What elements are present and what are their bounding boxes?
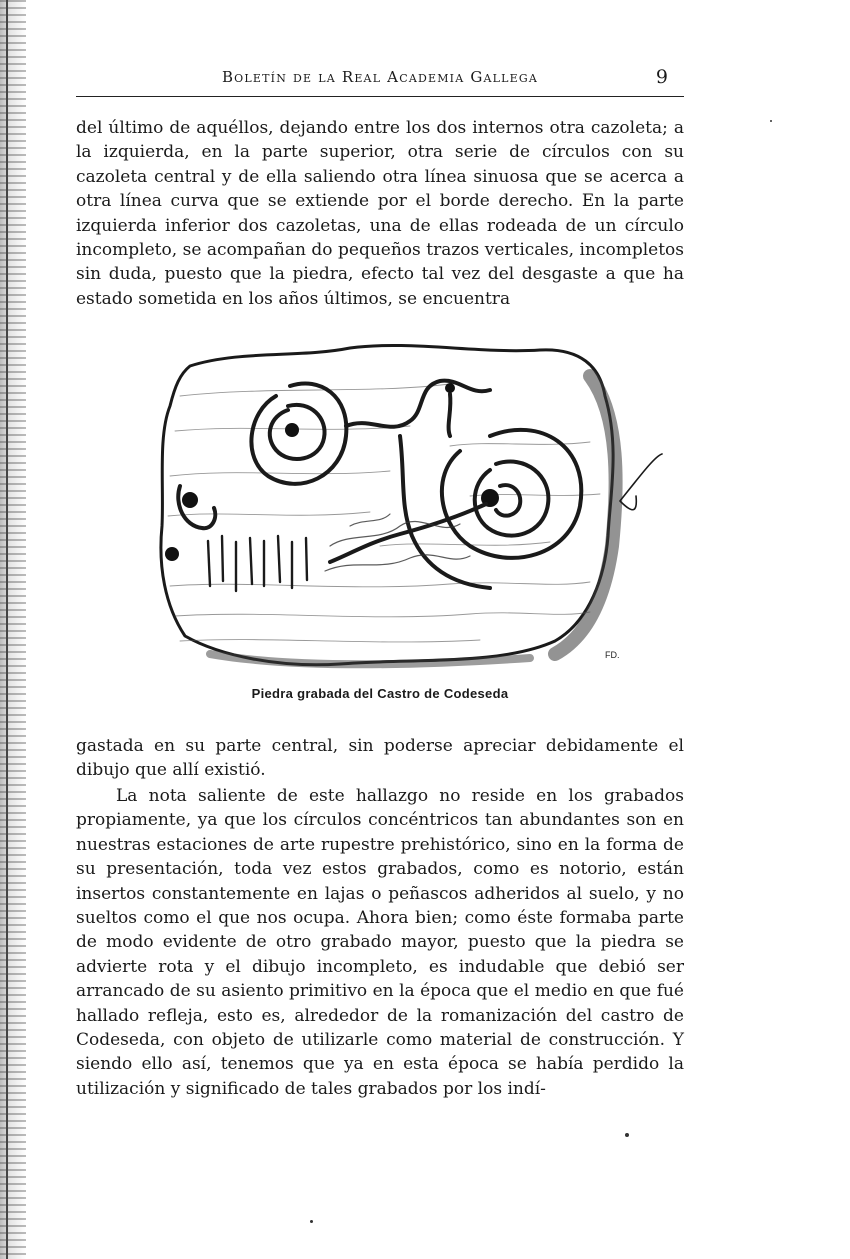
ink-speck (770, 120, 772, 122)
tail-curve (620, 454, 662, 510)
left-cup-mark-1 (182, 492, 198, 508)
paragraph-3: La nota saliente de este hallazgo no reside en los grabados propiamente, ya que los círculos concéntricos tan abundantes son en nuestras estaciones de arte rupestre prehistórico, sino en la forma de su presentación, toda vez estos grabados, como es notorio, están insertos constantemente en lajas o peñascos adheridos al suelo, y no sueltos como el que nos ocupa. Ahora bien; como éste formaba parte de modo evidente de otro grabado mayor, puesto que la piedra se advierte rota y el dibujo incompleto, es indudable que debió ser arrancado de su asiento primitivo en la época que el medio en que fué hallado refleja, esto es, alrededor de la romanización del castro de Codeseda, con objeto de utilizarle como material de construcción. Y siendo ello así, tenemos que ya en esta época se había perdido la utilización y significado de tales grabados por los indí- (76, 786, 684, 1099)
stone-shaded-bottom (210, 654, 530, 664)
ink-speck (310, 1220, 313, 1223)
running-head (76, 66, 684, 97)
ink-speck (625, 1133, 629, 1137)
vertical-strokes (208, 536, 307, 591)
diagonal-line (330, 504, 486, 562)
figure-caption: Piedra grabada del Castro de Codeseda (251, 686, 509, 701)
sinuous-line-upper (346, 381, 490, 427)
left-incomplete-circle (178, 486, 215, 528)
upper-cup-mark (285, 423, 299, 437)
binding-line (6, 0, 8, 1259)
upper-circle-group (251, 383, 346, 483)
page-binding-edge (0, 0, 26, 1259)
engraved-stone-illustration (150, 336, 670, 676)
artist-signature: FD. (605, 650, 620, 660)
paragraph-1: del último de aquéllos, dejando entre los dos internos otra cazoleta; a la izquierda, en la parte superior, otra serie de círculos con su cazoleta central y de ella saliendo otra línea sinuosa que se acerca a otra línea curva que se extiende por el borde derecho. En la parte izquierda inferior dos cazoletas, una de ellas rodeada de un círculo incompleto, se acompañan do pequeños trazos verticales, incompletos sin duda, puesto que la piedra, efecto tal vez del desgaste a que ha estado sometida en los años últimos, se encuentra (76, 118, 684, 309)
left-cup-mark-2 (165, 547, 179, 561)
page-number: 9 (655, 66, 668, 88)
right-circle-group (442, 430, 581, 558)
paragraph-2: gastada en su parte central, sin poderse apreciar debidamente el dibujo que allí existió. (76, 736, 684, 781)
stone-shaded-edge (555, 376, 616, 654)
journal-title: Boletín de la Real Academia Gallega (221, 68, 539, 86)
